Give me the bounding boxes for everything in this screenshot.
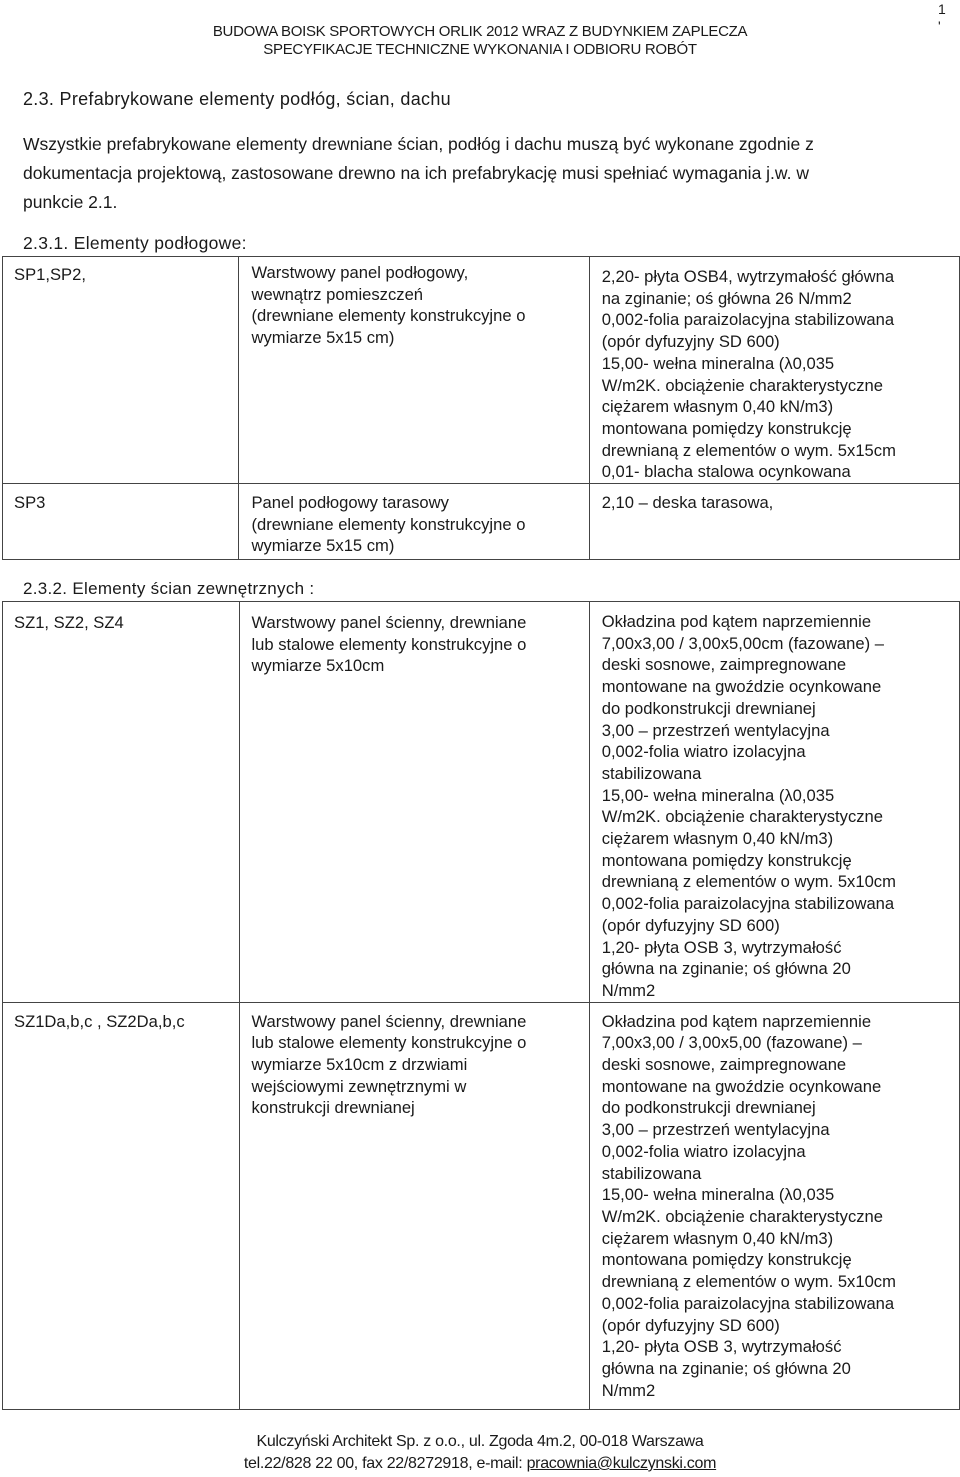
layer-line: stabilizowana (601, 1163, 702, 1183)
header-subtitle: SPECYFIKACJE TECHNICZNE WYKONANIA I ODBIORU ROBÓT (263, 41, 697, 58)
description-line: wymiarze 5x10cm (251, 656, 385, 676)
description-line: lub stalowe elementy konstrukcyjne o (251, 634, 527, 654)
paragraph-line: punkcie 2.1. (23, 192, 118, 212)
description-line: (drewniane elementy konstrukcyjne o (251, 514, 526, 534)
layer-line: montowane na gwoździe ocynkowane (601, 1076, 882, 1096)
element-layers (590, 257, 959, 483)
document-header (150, 23, 810, 59)
layer-line: (opór dyfuzyjny SD 600) (601, 915, 780, 935)
description-line: lub stalowe elementy konstrukcyjne o (251, 1033, 527, 1053)
footer-phone-fax: tel.22/828 22 00, fax 22/8272918, e-mail: (243, 1455, 527, 1472)
floor-elements-table (2, 256, 960, 560)
subsection-title-walls: 2.3.2. Elementy ścian zewnętrznych : (23, 579, 315, 598)
layer-line: ciężarem własnym 0,40 kN/m3) (601, 1228, 834, 1248)
layer-line: ciężarem własnym 0,40 kN/m3) (601, 397, 834, 417)
layer-line: stabilizowana (601, 763, 702, 783)
layer-line: na zginanie; oś główna 26 N/mm2 (601, 288, 852, 308)
description-line: wymiarze 5x15 cm) (251, 536, 395, 556)
description-line: Warstwowy panel ścienny, drewniane (251, 1011, 527, 1031)
description-line: Warstwowy panel podłogowy, (251, 263, 469, 282)
layer-line: drewnianą z elementów o wym. 5x10cm (601, 1272, 896, 1292)
layer-line: 0,002-folia paraizolacyjna stabilizowana (601, 310, 895, 330)
subsection-title-floor: 2.3.1. Elementy podłogowe: (23, 233, 247, 253)
layer-line: Okładzina pod kątem naprzemiennie (601, 612, 872, 631)
layer-line: do podkonstrukcji drewnianej (601, 698, 816, 718)
description-line: Warstwowy panel ścienny, drewniane (251, 613, 527, 632)
layer-line: 0,002-folia wiatro izolacyjna (601, 742, 806, 762)
layer-line: 15,00- wełna mineralna (λ0,035 (601, 1185, 835, 1205)
table-row (3, 484, 960, 560)
layer-line: główna na zginanie; oś główna 20 (601, 1358, 851, 1378)
layer-line: 3,00 – przestrzeń wentylacyjna (601, 1120, 830, 1140)
layer-line: deski sosnowe, zaimpregnowane (601, 655, 847, 675)
paragraph-line: dokumentacja projektową, zastosowane drewno na ich prefabrykację musi spełniać wymagania j.w. w (23, 163, 809, 183)
layer-line: drewnianą z elementów o wym. 5x15cm (601, 440, 896, 460)
layer-line: montowana pomiędzy konstrukcję (601, 418, 852, 438)
element-layers (590, 484, 959, 514)
paragraph-line: Wszystkie prefabrykowane elementy drewniane ścian, podłóg i dachu muszą być wykonane zgodnie z (23, 134, 814, 154)
layer-line: 0,002-folia paraizolacyjna stabilizowana (601, 894, 895, 914)
section-title: 2.3. Prefabrykowane elementy podłóg, ścian, dachu (23, 89, 451, 109)
footer-email-link[interactable]: pracownia@kulczynski.com (526, 1455, 717, 1472)
table-row (3, 1002, 960, 1409)
layer-line: 0,01- blacha stalowa ocynkowana (601, 462, 851, 482)
layer-line: montowana pomiędzy konstrukcję (601, 850, 852, 870)
layer-line: ciężarem własnym 0,40 kN/m3) (601, 829, 834, 849)
description-line: wewnątrz pomieszczeń (251, 284, 424, 304)
element-description (239, 484, 588, 557)
layer-line: 1,20- płyta OSB 3, wytrzymałość (601, 1337, 842, 1357)
table-row (3, 257, 960, 484)
layer-line: W/m2K. obciążenie charakterystyczne (601, 807, 884, 827)
footer-address: Kulczyński Architekt Sp. z o.o., ul. Zgoda 4m.2, 00-018 Warszawa (256, 1433, 704, 1450)
layer-line: montowana pomiędzy konstrukcję (601, 1250, 852, 1270)
layer-line: W/m2K. obciążenie charakterystyczne (601, 1206, 884, 1226)
layer-line: montowane na gwoździe ocynkowane (601, 677, 882, 697)
layer-line: drewnianą z elementów o wym. 5x10cm (601, 872, 896, 892)
element-code: SZ1Da,b,c , SZ2Da,b,c (14, 1011, 185, 1031)
description-line: (drewniane elementy konstrukcyjne o (251, 306, 526, 326)
document-footer (100, 1431, 860, 1475)
layer-line: do podkonstrukcji drewnianej (601, 1098, 816, 1118)
page-number: 1 (938, 1, 946, 17)
description-line: konstrukcji drewnianej (251, 1098, 415, 1118)
element-code: SZ1, SZ2, SZ4 (14, 613, 124, 632)
layer-line: 2,20- płyta OSB4, wytrzymałość główna (601, 267, 895, 286)
layer-line: 0,002-folia paraizolacyjna stabilizowana (601, 1293, 895, 1313)
header-title: BUDOWA BOISK SPORTOWYCH ORLIK 2012 WRAZ Z BUDYNKIEM ZAPLECZA (212, 23, 748, 40)
description-line: wejściowymi zewnętrznymi w (251, 1076, 467, 1096)
layer-line: 7,00x3,00 / 3,00x5,00 (fazowane) – (601, 1033, 862, 1053)
layer-line: główna na zginanie; oś główna 20 (601, 959, 851, 979)
layer-line: 1,20- płyta OSB 3, wytrzymałość (601, 937, 842, 957)
element-code: SP3 (14, 493, 46, 513)
layer-line: W/m2K. obciążenie charakterystyczne (601, 375, 883, 395)
element-description (239, 257, 588, 349)
element-layers (590, 602, 959, 1002)
layer-line: (opór dyfuzyjny SD 600) (601, 1315, 780, 1335)
layer-line: N/mm2 (601, 980, 656, 1000)
element-description (240, 602, 589, 677)
layer-line: 15,00- wełna mineralna (λ0,035 (601, 353, 835, 373)
footer-contact (100, 1453, 860, 1475)
layer-line: N/mm2 (601, 1380, 656, 1400)
layer-line: 7,00x3,00 / 3,00x5,00cm (fazowane) – (601, 633, 884, 653)
layer-line: Okładzina pod kątem naprzemiennie (601, 1011, 872, 1031)
layer-line: 15,00- wełna mineralna (λ0,035 (601, 785, 835, 805)
wall-elements-table (2, 601, 960, 1410)
layer-line: 2,10 – deska tarasowa, (601, 493, 774, 513)
layer-line: (opór dyfuzyjny SD 600) (601, 332, 780, 352)
description-line: Panel podłogowy tarasowy (251, 493, 449, 513)
layer-line: 0,002-folia wiatro izolacyjna (601, 1141, 806, 1161)
layer-line: 3,00 – przestrzeń wentylacyjna (601, 720, 830, 740)
description-line: wymiarze 5x15 cm) (251, 328, 395, 348)
page-mark: ' (938, 18, 941, 34)
element-code: SP1,SP2, (14, 265, 86, 284)
element-layers (590, 1003, 959, 1402)
layer-line: deski sosnowe, zaimpregnowane (601, 1055, 847, 1075)
description-line: wymiarze 5x10cm z drzwiami (251, 1055, 468, 1075)
element-description (240, 1003, 589, 1120)
table-row (3, 602, 960, 1003)
section-paragraph (23, 130, 943, 217)
